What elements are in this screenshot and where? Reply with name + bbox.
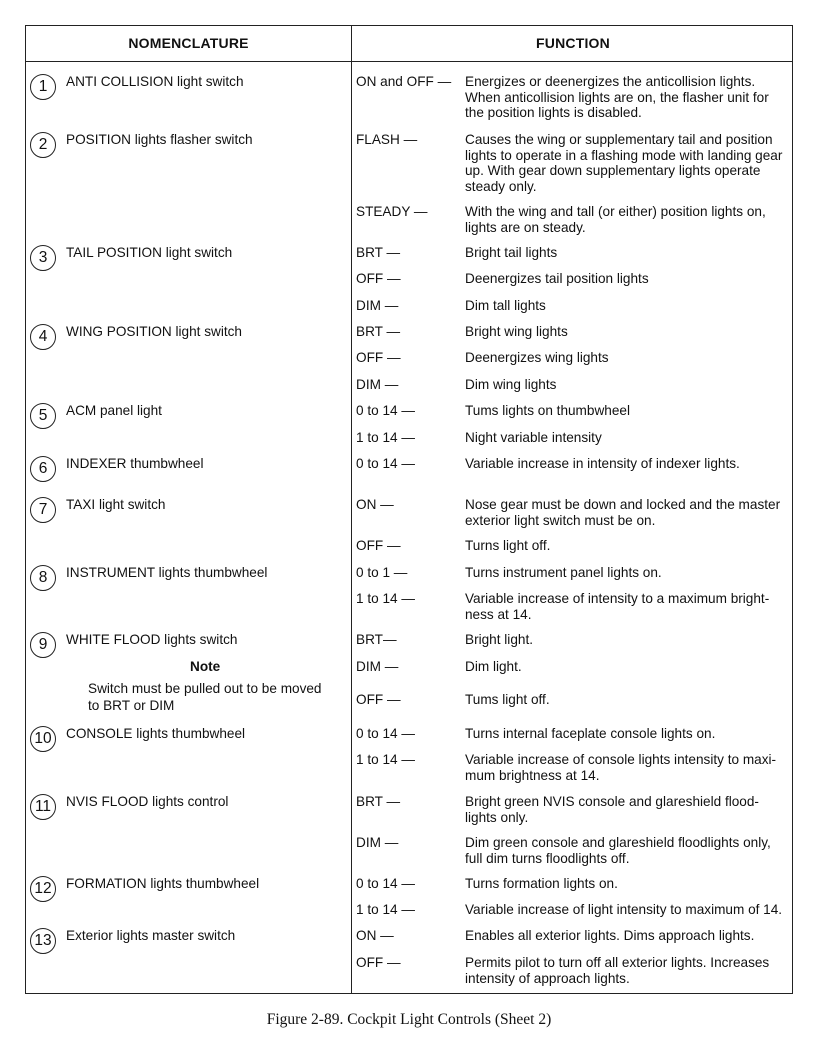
- function-description-line: Enables all exterior lights. Dims approach lights.: [465, 928, 755, 943]
- item-number-circle: 7: [30, 497, 56, 523]
- item-number-circle: 11: [30, 794, 56, 820]
- function-description-line: Variable increase in intensity of indexer lights.: [465, 456, 740, 471]
- switch-position: 0 to 14 —: [356, 726, 415, 741]
- function-description-line: Turns instrument panel lights on.: [465, 565, 662, 580]
- switch-position: BRT—: [356, 632, 397, 647]
- item-name: FORMATION lights thumbwheel: [66, 876, 260, 891]
- switch-position: STEADY —: [356, 204, 428, 219]
- item-number-circle: 8: [30, 565, 56, 591]
- header-divider: [26, 61, 792, 62]
- switch-position: OFF —: [356, 692, 401, 707]
- item-name: TAIL POSITION light switch: [66, 245, 233, 260]
- item-number-circle: 13: [30, 928, 56, 954]
- note-heading: Note: [190, 659, 221, 674]
- item-name: NVIS FLOOD lights control: [66, 794, 229, 809]
- function-description-line: Bright light.: [465, 632, 534, 647]
- function-description-line: Energizes or deenergizes the anticollision lights.: [465, 74, 756, 89]
- switch-position: DIM —: [356, 659, 399, 674]
- function-description-line: When anticollision lights are on, the flasher unit for: [465, 89, 769, 105]
- item-name: ANTI COLLISION light switch: [66, 74, 244, 89]
- switch-position: 0 to 14 —: [356, 456, 415, 471]
- function-description-line: Deenergizes tail position lights: [465, 271, 649, 286]
- function-description-line: Permits pilot to turn off all exterior lights. Increases: [465, 955, 770, 970]
- switch-position: BRT —: [356, 794, 401, 809]
- function-description-line: mum brightness at 14.: [465, 767, 600, 783]
- function-description-line: lights only.: [465, 809, 529, 825]
- switch-position: 1 to 14 —: [356, 591, 415, 606]
- function-description-line: Nose gear must be down and locked and the master: [465, 497, 781, 512]
- switch-position: 0 to 14 —: [356, 876, 415, 891]
- function-description-line: intensity of approach lights.: [465, 970, 630, 986]
- switch-position: 0 to 1 —: [356, 565, 408, 580]
- nomenclature-header: NOMENCLATURE: [128, 35, 249, 51]
- item-name: ACM panel light: [66, 403, 162, 418]
- column-divider: [351, 26, 352, 993]
- function-description-line: Dim wing lights: [465, 377, 557, 392]
- switch-position: OFF —: [356, 350, 401, 365]
- item-number-circle: 4: [30, 324, 56, 350]
- function-description-line: lights to operate in a flashing mode with landing gear: [465, 147, 783, 163]
- function-description-line: Bright tail lights: [465, 245, 558, 260]
- item-name: INDEXER thumbwheel: [66, 456, 204, 471]
- switch-position: ON and OFF —: [356, 74, 452, 89]
- switch-position: DIM —: [356, 835, 399, 850]
- switch-position: 0 to 14 —: [356, 403, 415, 418]
- item-number-circle: 3: [30, 245, 56, 271]
- item-number-circle: 1: [30, 74, 56, 100]
- item-name: Exterior lights master switch: [66, 928, 236, 943]
- function-description-line: steady only.: [465, 178, 537, 194]
- function-description-line: Turns formation lights on.: [465, 876, 618, 891]
- function-description-line: exterior light switch must be on.: [465, 512, 656, 528]
- switch-position: OFF —: [356, 538, 401, 553]
- switch-position: FLASH —: [356, 132, 418, 147]
- switch-position: ON —: [356, 497, 394, 512]
- switch-position: 1 to 14 —: [356, 430, 415, 445]
- item-number-circle: 9: [30, 632, 56, 658]
- figure-caption: Figure 2-89. Cockpit Light Controls (Sheet 2): [266, 1011, 552, 1028]
- function-description-line: Causes the wing or supplementary tail and position: [465, 132, 773, 147]
- switch-position: BRT —: [356, 245, 401, 260]
- item-name: POSITION lights flasher switch: [66, 132, 253, 147]
- item-number-circle: 6: [30, 456, 56, 482]
- note-line: Switch must be pulled out to be moved: [88, 681, 322, 696]
- function-description-line: Deenergizes wing lights: [465, 350, 609, 365]
- item-name: INSTRUMENT lights thumbwheel: [66, 565, 268, 580]
- function-description-line: Dim tall lights: [465, 298, 546, 313]
- switch-position: BRT —: [356, 324, 401, 339]
- switch-position: DIM —: [356, 298, 399, 313]
- switch-position: ON —: [356, 928, 394, 943]
- switch-position: OFF —: [356, 271, 401, 286]
- function-description-line: Bright wing lights: [465, 324, 568, 339]
- function-description-line: With the wing and tall (or either) position lights on,: [465, 204, 766, 219]
- function-description-line: Variable increase of light intensity to maximum of 14.: [465, 902, 783, 917]
- item-number-circle: 12: [30, 876, 56, 902]
- function-description-line: the position lights is disabled.: [465, 105, 642, 121]
- item-name: WHITE FLOOD lights switch: [66, 632, 238, 647]
- function-description-line: Tums lights on thumbwheel: [465, 403, 630, 418]
- function-description-line: Variable increase of console lights intensity to maxi-: [465, 752, 777, 767]
- item-number-circle: 10: [30, 726, 56, 752]
- function-description-line: Turns light off.: [465, 538, 551, 553]
- function-description-line: Dim green console and glareshield floodlights only,: [465, 835, 771, 850]
- function-header: FUNCTION: [536, 35, 610, 51]
- switch-position: DIM —: [356, 377, 399, 392]
- function-description-line: lights are on steady.: [465, 219, 586, 235]
- switch-position: 1 to 14 —: [356, 902, 415, 917]
- function-description-line: Night variable intensity: [465, 430, 602, 445]
- item-number-circle: 5: [30, 403, 56, 429]
- function-description-line: Dim light.: [465, 659, 522, 674]
- function-description-line: full dim turns floodlights off.: [465, 850, 630, 866]
- item-number-circle: 2: [30, 132, 56, 158]
- function-description-line: Variable increase of intensity to a maximum bright-: [465, 591, 770, 606]
- item-name: CONSOLE lights thumbwheel: [66, 726, 246, 741]
- function-description-line: Turns internal faceplate console lights on.: [465, 726, 716, 741]
- note-line: to BRT or DIM: [88, 698, 175, 713]
- switch-position: 1 to 14 —: [356, 752, 415, 767]
- item-name: TAXI light switch: [66, 497, 166, 512]
- function-description-line: ness at 14.: [465, 606, 532, 622]
- switch-position: OFF —: [356, 955, 401, 970]
- function-description-line: up. With gear down supplementary lights operate: [465, 163, 761, 179]
- item-name: WING POSITION light switch: [66, 324, 242, 339]
- function-description-line: Bright green NVIS console and glareshield flood-: [465, 794, 759, 809]
- function-description-line: Tums light off.: [465, 692, 550, 707]
